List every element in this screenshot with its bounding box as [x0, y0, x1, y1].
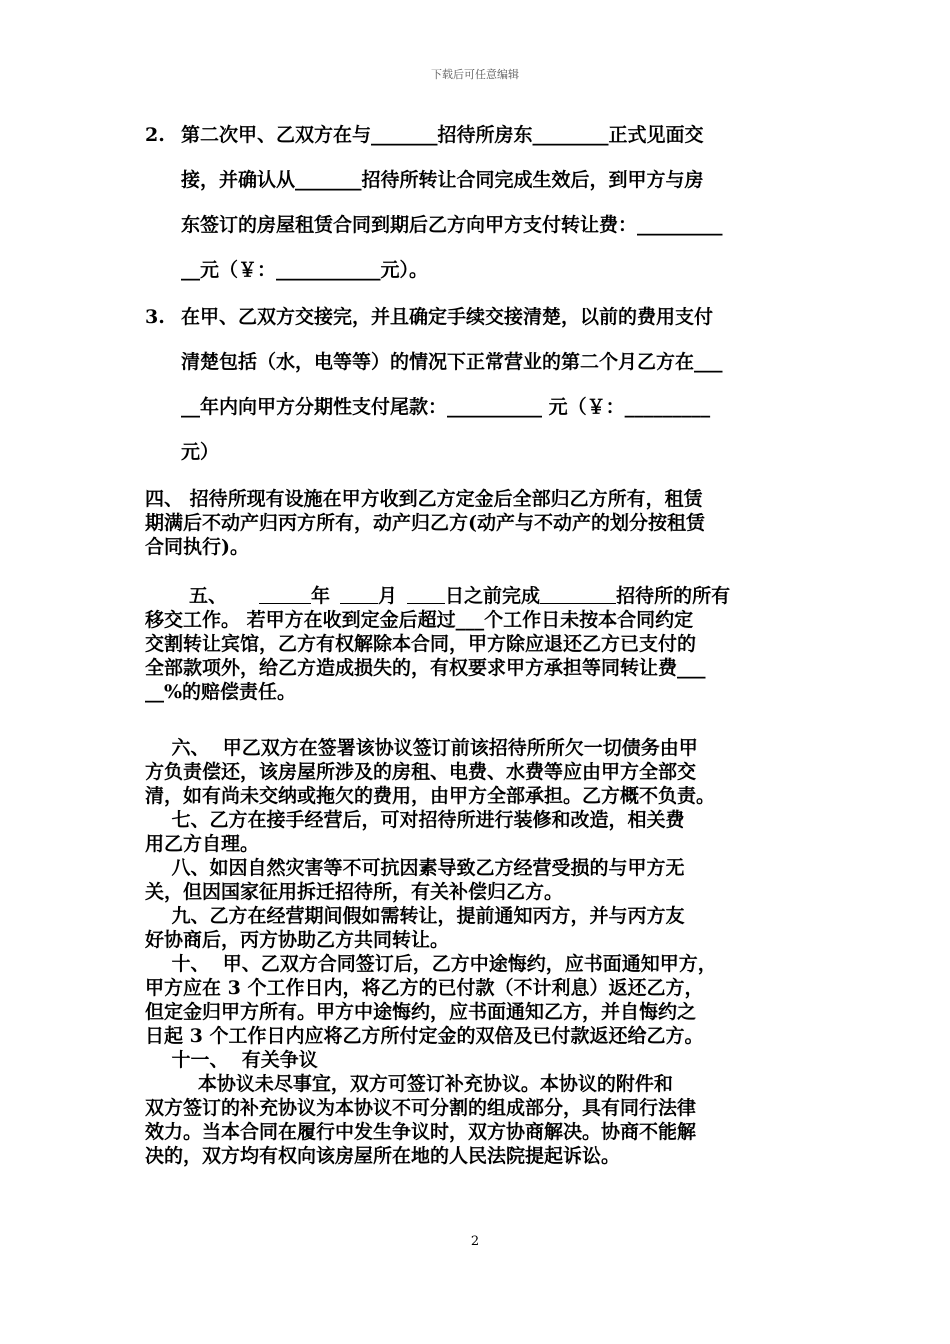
clause-item-2: [145, 113, 815, 293]
text-line: 接，并确认从_______招待所转让合同完成生效后，到甲方与房: [181, 169, 704, 191]
clause-sections-6-11: [145, 736, 815, 1168]
text-line: 双方签订的补充协议为本协议不可分割的组成部分，具有同行法律: [145, 1097, 697, 1119]
text-line: 用乙方自理。: [145, 833, 260, 855]
text-line: 关，但因国家征用拆迁招待所，有关补偿归乙方。: [145, 881, 564, 903]
text-line: 九、乙方在经营期间假如需转让，提前通知丙方，并与丙方友: [145, 905, 685, 927]
text-line: 合同执行)。: [145, 536, 249, 558]
text-line: 但定金归甲方所有。甲方中途悔约，应书面通知乙方，并自悔约之: [145, 1001, 697, 1023]
day-label: 日之前完成: [445, 585, 541, 607]
blank-day: [407, 585, 445, 604]
text-line: 第二次甲、乙双方在与_______招待所房东________正式见面交: [181, 124, 704, 146]
text-line: 效力。当本合同在履行中发生争议时，双方协商解决。协商不能解: [145, 1121, 697, 1143]
text-line: __元（￥：___________元）。: [181, 259, 429, 281]
page-number: 2: [470, 1234, 480, 1249]
clause-section-4: [145, 487, 815, 559]
text-line: __%的赔偿责任。: [145, 681, 297, 703]
item-number: 2.: [145, 124, 165, 146]
blank-month: [340, 585, 378, 604]
text-line: 十一、 有关争议: [145, 1049, 318, 1071]
section-heading: 五、: [189, 585, 228, 607]
blank-year: [259, 585, 311, 604]
section-5-first-line: [145, 584, 815, 608]
text-line: 四、 招待所现有设施在甲方收到乙方定金后全部归乙方所有，租赁: [145, 488, 703, 510]
text-line: __年内向甲方分期性支付尾款：__________ 元（￥：_________: [181, 396, 711, 418]
text-line: 本协议未尽事宜，双方可签订补充协议。本协议的附件和: [145, 1073, 673, 1095]
clause-item-3: [145, 295, 815, 475]
blank-hostel-name: [540, 585, 616, 604]
text-line: 清，如有尚未交纳或拖欠的费用，由甲方全部承担。乙方概不负责。: [145, 785, 716, 807]
text-line: 八、如因自然灾害等不可抗因素导致乙方经营受损的与甲方无: [145, 857, 685, 879]
text-line: 全部款项外，给乙方造成损失的，有权要求甲方承担等同转让费___: [145, 657, 706, 679]
month-label: 月: [378, 585, 398, 607]
text-line: 交割转让宾馆，乙方有权解除本合同，甲方除应退还乙方已支付的: [145, 633, 697, 655]
clause-section-5: [145, 584, 815, 704]
page-header: 下载后可任意编辑: [431, 68, 519, 81]
year-label: 年: [311, 585, 331, 607]
text-line: 东签订的房屋租赁合同到期后乙方向甲方支付转让费：_________: [181, 214, 723, 236]
text-line-tail: 招待所的所有: [616, 585, 731, 607]
text-line: 元）: [181, 441, 220, 463]
text-line: 十、 甲、乙双方合同签订后，乙方中途悔约，应书面通知甲方，: [145, 953, 717, 975]
text-line: 六、 甲乙双方在签署该协议签订前该招待所所欠一切债务由甲: [145, 737, 698, 759]
text-line: 期满后不动产归丙方所有，动产归乙方(动产与不动产的划分按租赁: [145, 512, 705, 534]
text-line: 七、乙方在接手经营后，可对招待所进行装修和改造，相关费: [145, 809, 685, 831]
text-line: 在甲、乙双方交接完，并且确定手续交接清楚，以前的费用支付: [181, 306, 714, 328]
text-line: 甲方应在 3 个工作日内，将乙方的已付款（不计利息）返还乙方，: [145, 977, 704, 999]
item-number: 3.: [145, 306, 165, 328]
text-line: 方负责偿还，该房屋所涉及的房租、电费、水费等应由甲方全部交: [145, 761, 697, 783]
text-line: 清楚包括（水，电等等）的情况下正常营业的第二个月乙方在___: [181, 351, 723, 373]
text-line: 好协商后，丙方协助乙方共同转让。: [145, 929, 450, 951]
text-line: 日起 3 个工作日内应将乙方所付定金的双倍及已付款返还给乙方。: [145, 1025, 704, 1047]
text-line: 决的，双方均有权向该房屋所在地的人民法院提起诉讼。: [145, 1145, 621, 1167]
text-line: 移交工作。 若甲方在收到定金后超过___个工作日未按本合同约定: [145, 609, 694, 631]
